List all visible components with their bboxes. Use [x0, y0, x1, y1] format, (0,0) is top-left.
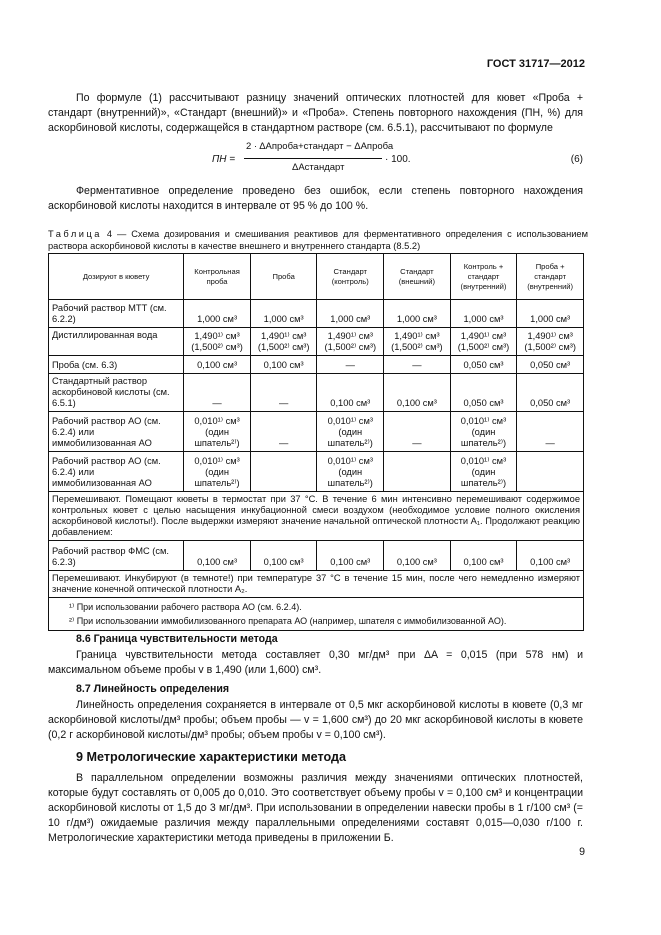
- formula-lhs: ПН =: [212, 154, 236, 165]
- table-cell: 0,100 см³: [450, 541, 517, 571]
- formula-numerator: 2 · ΔAпроба+стандарт − ΔAпроба: [246, 141, 394, 152]
- mixing-note: Перемешивают. Помещают кюветы в термостат при 37 °С. В течение 6 мин интенсивно перемешивают содержимое контрольных кювет с целью насыщения инкубационной смеси воздухом (необходимое условие полного окисления аскорбиновой кислоты!). После выдержки измеряют значение начальной оптической плотности A₁. Продолжают реакцию добавлением:: [49, 492, 584, 541]
- table-cell: —: [184, 374, 251, 412]
- header-cell: Проба + стандарт (внутренний): [517, 254, 584, 300]
- row-label: Рабочий раствор МТТ (см. 6.2.2): [49, 300, 184, 328]
- table-cell: 0,010¹⁾ см³ (один шпатель²⁾): [317, 412, 384, 452]
- header-cell: Стандарт (внешний): [384, 254, 451, 300]
- table-cell: [250, 452, 317, 492]
- standard-header: ГОСТ 31717—2012: [486, 58, 585, 70]
- header-cell: Контроль + стандарт (внутренний): [450, 254, 517, 300]
- section-8-7-title: 8.7 Линейность определения: [76, 683, 230, 695]
- row-label: Рабочий раствор АО (см. 6.2.4) или иммобилизованная АО: [49, 412, 184, 452]
- header-cell: Проба: [250, 254, 317, 300]
- table-cell: 0,050 см³: [517, 374, 584, 412]
- table-cell: 1,490¹⁾ см³ (1,500²⁾ см³): [450, 328, 517, 356]
- table-cell: —: [250, 374, 317, 412]
- table-cell: 0,100 см³: [384, 541, 451, 571]
- section-8-6-text: Граница чувствительности метода составляет 0,30 мг/дм³ при ΔA = 0,015 (при 578 нм) и максимальном объеме пробы v в 1,490 (или 1,600) см³.: [48, 649, 583, 676]
- table-cell: 0,100 см³: [317, 374, 384, 412]
- table-cell: 1,490¹⁾ см³ (1,500²⁾ см³): [517, 328, 584, 356]
- table-caption-text: 4 — Схема дозирования и смешивания реактивов для ферментативного определения с использованием раствора аскорбиновой кислоты в качестве внешнего и внутреннего стандарта (8.5.2): [48, 229, 588, 251]
- table-cell: 0,010¹⁾ см³ (один шпатель²⁾): [450, 412, 517, 452]
- table-cell: [517, 452, 584, 492]
- table-row: [49, 328, 584, 356]
- paragraph-formula-intro: По формуле (1) рассчитывают разницу значений оптических плотностей для кювет «Проба + стандарт (внутренний)», «Стандарт (внешний)» и «Проба». Степень повторного нахождения (ПН, %) для аскорбиновой кислоты, содержащейся в стандартном растворе (см. 6.5.1), рассчитывают по формуле: [48, 92, 583, 134]
- table-row: [49, 412, 584, 452]
- table-cell: 0,010¹⁾ см³ (один шпатель²⁾): [450, 452, 517, 492]
- table-cell: 1,000 см³: [384, 300, 451, 328]
- table-footnotes: [49, 598, 584, 631]
- table-cell: 0,100 см³: [250, 356, 317, 374]
- formula-multiplier: · 100.: [385, 154, 411, 165]
- section-8-6-title: 8.6 Граница чувствительности метода: [76, 633, 278, 645]
- table-cell: 1,000 см³: [250, 300, 317, 328]
- table-caption: [48, 228, 588, 252]
- section-8-7-text: Линейность определения сохраняется в интервале от 0,5 мкг аскорбиновой кислоты в кювете (0,3 мг аскорбиновой кислоты/дм³ пробы; объем пробы — v = 1,600 см³) до 20 мкг аскорбиновой кислоты в кювете (0,2 г аскорбиновой кислоты/дм³ пробы; объем пробы v = 0,100 см³).: [48, 699, 583, 741]
- table-cell: 1,490¹⁾ см³ (1,500²⁾ см³): [250, 328, 317, 356]
- table-cell: 1,490¹⁾ см³ (1,500²⁾ см³): [384, 328, 451, 356]
- table-cell: [384, 452, 451, 492]
- table-cell: 0,100 см³: [184, 541, 251, 571]
- table-cell: 0,050 см³: [450, 374, 517, 412]
- formula-number: (6): [570, 154, 583, 165]
- table-cell: 0,050 см³: [450, 356, 517, 374]
- footnote-1: ¹⁾ При использовании рабочего раствора АО (см. 6.2.4).: [69, 602, 302, 612]
- header-cell: Стандарт (контроль): [317, 254, 384, 300]
- table-row: [49, 541, 584, 571]
- table-cell: 1,000 см³: [517, 300, 584, 328]
- table-cell: —: [517, 412, 584, 452]
- table-cell: 0,010¹⁾ см³ (один шпатель²⁾): [317, 452, 384, 492]
- table-cell: —: [384, 412, 451, 452]
- table-row: [49, 374, 584, 412]
- row-label: Проба (см. 6.3): [49, 356, 184, 374]
- table-cell: 0,010¹⁾ см³ (один шпатель²⁾): [184, 452, 251, 492]
- table-cell: 0,100 см³: [184, 356, 251, 374]
- table-row: [49, 300, 584, 328]
- table-cell: —: [317, 356, 384, 374]
- table-header-row: [49, 254, 584, 300]
- incubation-note: Перемешивают. Инкубируют (в темноте!) при температуре 37 °С в течение 15 мин, после чего немедленно измеряют значение конечной оптической плотности A₂.: [49, 571, 584, 598]
- row-label: Стандартный раствор аскорбиновой кислоты (см. 6.5.1): [49, 374, 184, 412]
- table-caption-label: Таблица: [48, 229, 102, 239]
- table-cell: 0,010¹⁾ см³ (один шпатель²⁾): [184, 412, 251, 452]
- formula-6: [0, 137, 661, 181]
- table-cell: 0,100 см³: [517, 541, 584, 571]
- row-label: Рабочий раствор АО (см. 6.2.4) или иммобилизованная АО: [49, 452, 184, 492]
- header-cell: Дозируют в кювету: [49, 254, 184, 300]
- table-row: [49, 571, 584, 598]
- section-9-text: В параллельном определении возможны различия между значениями оптических плотностей, которые будут составлять от 0,005 до 0,010. Это соответствует объему пробы v = 0,100 см³ и концентрации аскорбиновой кислоты от 1,5 до 3 мг/дм³. При использовании в определении навески пробы в 1 г/100 см³ (= 10 г/дм³) ожидаемые различия между параллельными определениями составят 0,015—0,030 г/100 г. Метрологические характеристики метода приведены в приложении Б.: [48, 772, 583, 844]
- table-row: [49, 356, 584, 374]
- footnote-2: ²⁾ При использовании иммобилизованного препарата АО (например, шпателя с иммобилизованной АО).: [69, 616, 507, 626]
- table-cell: —: [384, 356, 451, 374]
- table-cell: 0,050 см³: [517, 356, 584, 374]
- formula-denominator: ΔAстандарт: [292, 162, 345, 173]
- dosing-table: [48, 253, 584, 631]
- paragraph-recovery: Ферментативное определение проведено без ошибок, если степень повторного нахождения аскорбиновой кислоты находится в интервале от 95 % до 100 %.: [48, 185, 583, 212]
- table-cell: —: [250, 412, 317, 452]
- table-cell: 1,000 см³: [450, 300, 517, 328]
- table-cell: 1,490¹⁾ см³ (1,500²⁾ см³): [184, 328, 251, 356]
- page-number: 9: [579, 846, 585, 858]
- fraction-bar: [244, 158, 382, 159]
- table-cell: 1,490¹⁾ см³ (1,500²⁾ см³): [317, 328, 384, 356]
- row-label: Дистиллированная вода: [49, 328, 184, 356]
- table-cell: 0,100 см³: [250, 541, 317, 571]
- table-cell: 0,100 см³: [317, 541, 384, 571]
- header-cell: Контрольная проба: [184, 254, 251, 300]
- row-label: Рабочий раствор ФМС (см. 6.2.3): [49, 541, 184, 571]
- table-cell: 0,100 см³: [384, 374, 451, 412]
- section-9-title: 9 Метрологические характеристики метода: [76, 750, 347, 764]
- table-row: [49, 452, 584, 492]
- table-row: [49, 492, 584, 541]
- table-cell: 1,000 см³: [184, 300, 251, 328]
- table-cell: 1,000 см³: [317, 300, 384, 328]
